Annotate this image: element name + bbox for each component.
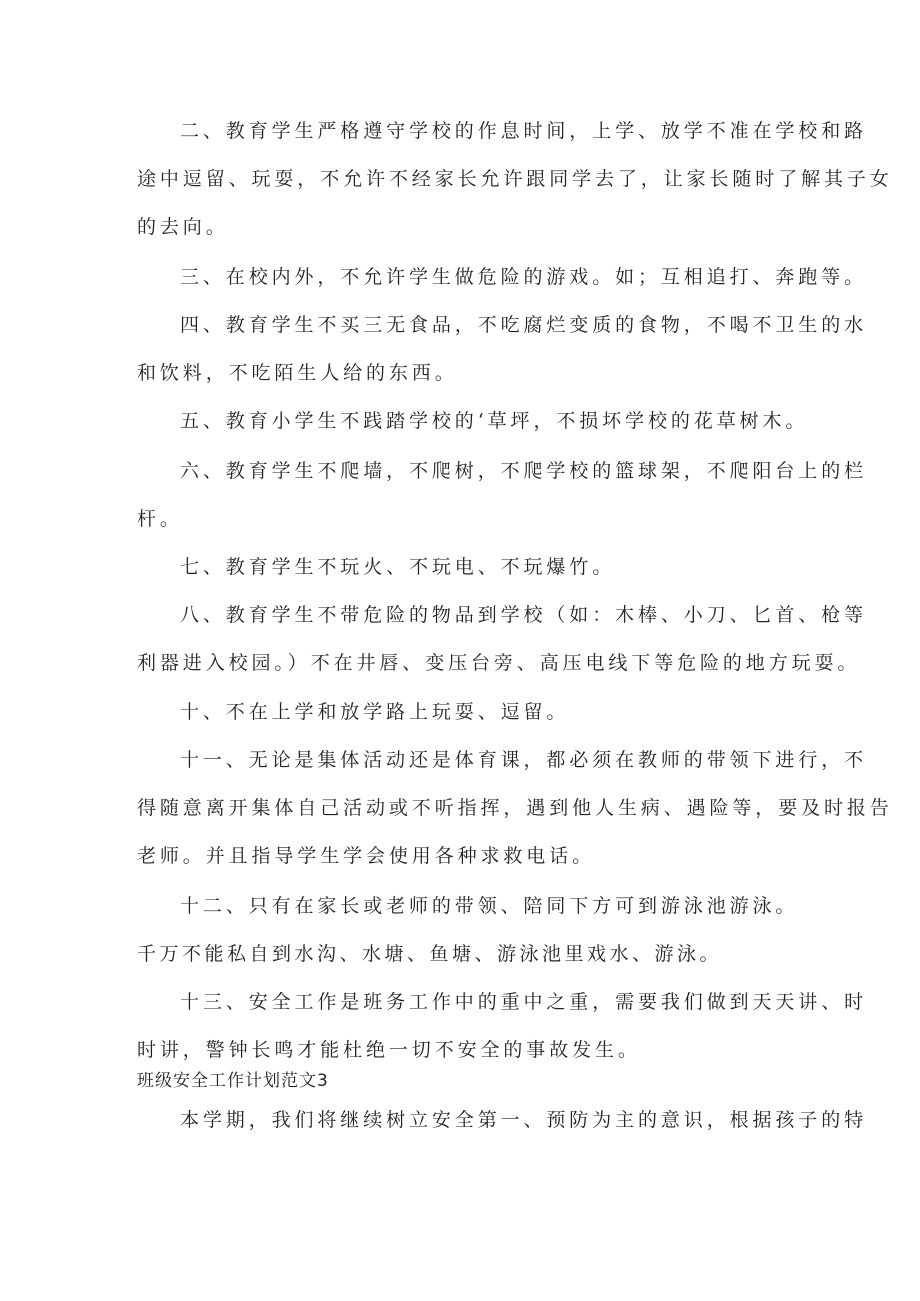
- section-heading: 班级安全工作计划范文3: [137, 1071, 329, 1091]
- paragraph-7-line-1: 七、教育学生不玩火、不玩电、不玩爆竹。: [180, 556, 616, 578]
- paragraph-13-line-2: 时讲，警钟长鸣才能杜绝一切不安全的事故发生。: [137, 1039, 641, 1061]
- paragraph-11-line-1: 十一、无论是集体活动还是体育课，都必须在教师的带领下进行，不: [180, 749, 868, 771]
- paragraph-5-line-1: 五、教育小学生不践踏学校的‘草坪，不损坏学校的花草树木。: [180, 410, 809, 432]
- paragraph-4-line-1: 四、教育学生不买三无食品，不吃腐烂变质的食物，不喝不卫生的水: [180, 314, 868, 336]
- paragraph-11-line-2: 得随意离开集体自己活动或不听指挥，遇到他人生病、遇险等，要及时报告: [137, 797, 893, 819]
- paragraph-4-line-2: 和饮料，不吃陌生人给的东西。: [137, 362, 458, 384]
- paragraph-warning-line-1: 千万不能私自到水沟、水塘、鱼塘、游泳池里戏水、游泳。: [137, 943, 723, 965]
- paragraph-8-line-2: 利器进入校园。）不在井唇、变压台旁、高压电线下等危险的地方玩耍。: [137, 652, 861, 674]
- paragraph-6-line-1: 六、教育学生不爬墙，不爬树，不爬学校的篮球架，不爬阳台上的栏: [180, 460, 868, 482]
- paragraph-6-line-2: 杆。: [137, 508, 183, 530]
- paragraph-2-line-2: 途中逗留、玩耍，不允许不经家长允许跟同学去了，让家长随时了解其子女: [137, 168, 893, 190]
- paragraph-13-line-1: 十三、安全工作是班务工作中的重中之重，需要我们做到天天讲、时: [180, 991, 868, 1013]
- paragraph-2-line-1: 二、教育学生严格遵守学校的作息时间，上学、放学不准在学校和路: [180, 120, 868, 142]
- intro-paragraph-line-1: 本学期，我们将继续树立安全第一、预防为主的意识，根据孩子的特: [180, 1109, 868, 1131]
- paragraph-2-line-3: 的去向。: [137, 216, 229, 238]
- paragraph-10-line-1: 十、不在上学和放学路上玩耍、逗留。: [180, 701, 570, 723]
- paragraph-3-line-1: 三、在校内外，不允许学生做危险的游戏。如；互相追打、奔跑等。: [180, 266, 868, 288]
- paragraph-11-line-3: 老师。并且指导学生学会使用各种求救电话。: [137, 845, 596, 867]
- paragraph-8-line-1: 八、教育学生不带危险的物品到学校（如：木棒、小刀、匕首、枪等: [180, 604, 868, 626]
- paragraph-12-line-1: 十二、只有在家长或老师的带领、陪同下方可到游泳池游泳。: [180, 895, 799, 917]
